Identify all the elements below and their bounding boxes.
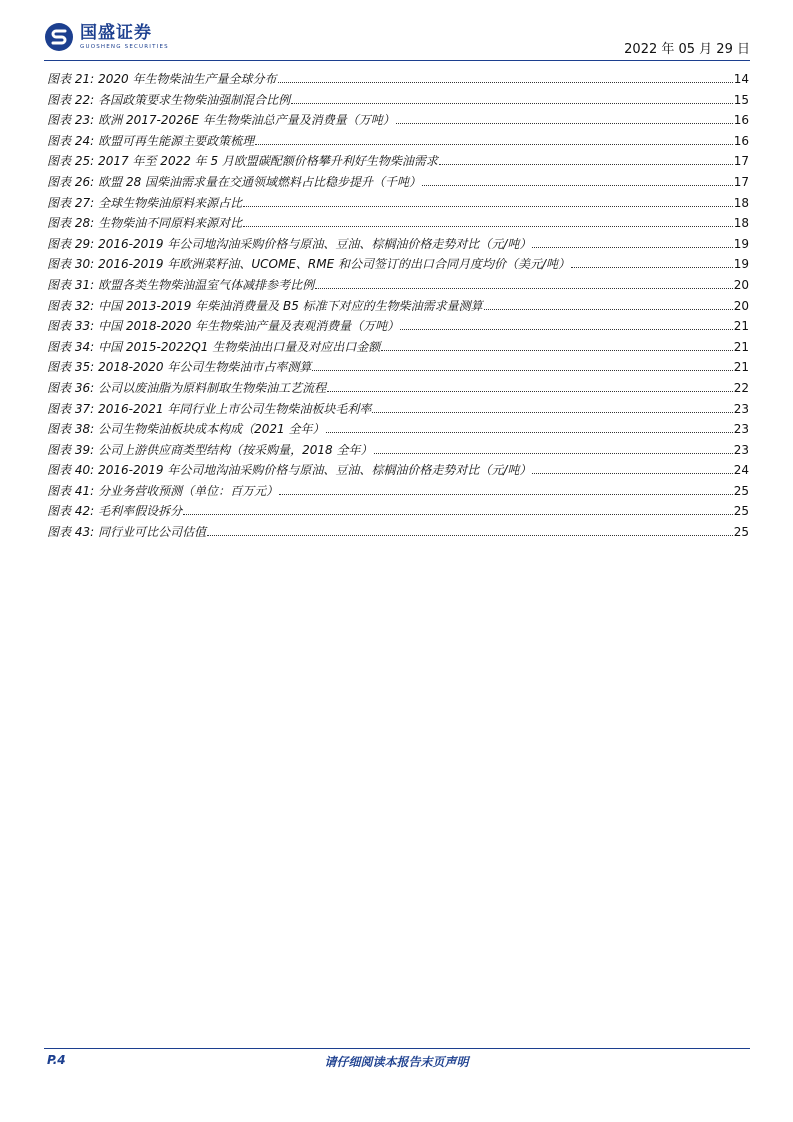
toc-entry-page: 23: [733, 422, 749, 437]
toc-entry[interactable]: [47, 152, 749, 173]
toc-entry[interactable]: [47, 523, 749, 544]
toc-entry-title: 2018-2020 年公司生物柴油市占率测算: [98, 360, 312, 375]
toc-entry[interactable]: [47, 338, 749, 359]
toc-entry-label: 图表 32:: [47, 298, 95, 313]
toc-entry[interactable]: [47, 111, 749, 132]
toc-entry-label: 图表 37:: [47, 401, 95, 416]
toc-entry[interactable]: [47, 502, 749, 523]
toc-entry-title: 欧盟各类生物柴油温室气体减排参考比例: [98, 277, 315, 292]
report-date: 2022 年 05 月 29 日: [624, 42, 750, 57]
toc-dot-leader: [312, 370, 732, 371]
toc-entry-title: 中国 2015-2022Q1 生物柴油出口量及对应出口金额: [98, 339, 381, 354]
toc-dot-leader: [315, 288, 733, 289]
toc-entry-title: 全球生物柴油原料来源占比: [98, 195, 243, 210]
toc-entry-label: 图表 25:: [47, 154, 95, 169]
toc-entry-title: 2016-2021 年同行业上市公司生物柴油板块毛利率: [98, 401, 372, 416]
toc-entry-label: 图表 26:: [47, 174, 95, 189]
toc-entry-page: 20: [733, 277, 749, 292]
toc-entry-page: 14: [733, 72, 749, 86]
toc-entry[interactable]: [47, 235, 749, 256]
toc-entry-label: 图表 39:: [47, 442, 95, 457]
toc-entry-title: 欧洲 2017-2026E 年生物柴油总产量及消费量（万吨）: [98, 113, 395, 128]
toc-entry-title: 各国政策要求生物柴油强制混合比例: [98, 92, 291, 107]
toc-entry-label: 图表 35:: [47, 360, 95, 375]
toc-entry-page: 15: [733, 92, 749, 107]
page-number: P.4: [47, 1053, 66, 1067]
footer-disclaimer: 请仔细阅读本报告末页声明: [324, 1055, 469, 1069]
toc-entry[interactable]: [47, 358, 749, 379]
toc-entry-label: 图表 22:: [47, 92, 95, 107]
toc-entry-title: 欧盟可再生能源主要政策梳理: [98, 133, 255, 148]
toc-dot-leader: [374, 453, 733, 454]
toc-entry-page: 25: [733, 525, 749, 540]
toc-entry[interactable]: [47, 70, 749, 91]
toc-entry[interactable]: [47, 194, 749, 215]
toc-dot-leader: [255, 144, 733, 145]
toc-entry-title: 2016-2019 年公司地沟油采购价格与原油、豆油、棕榈油价格走势对比（元/吨）: [98, 236, 532, 251]
toc-entry-title: 2017 年至 2022 年 5 月欧盟碳配额价格攀升利好生物柴油需求: [98, 154, 438, 169]
toc-dot-leader: [532, 247, 732, 248]
toc-dot-leader: [422, 185, 733, 186]
toc-dot-leader: [207, 535, 733, 536]
toc-entry-page: 25: [733, 504, 749, 519]
toc-entry-label: 图表 24:: [47, 133, 95, 148]
page-header: [44, 22, 750, 58]
toc-entry[interactable]: [47, 441, 749, 462]
toc-entry-title: 2020 年生物柴油生产量全球分布: [98, 72, 277, 86]
toc-entry-label: 图表 38:: [47, 422, 95, 437]
toc-entry-page: 21: [733, 319, 749, 334]
toc-entry[interactable]: [47, 297, 749, 318]
toc-entry-label: 图表 33:: [47, 319, 95, 334]
toc-entry-label: 图表 23:: [47, 113, 95, 128]
toc-entry[interactable]: [47, 255, 749, 276]
toc-entry-page: 23: [733, 401, 749, 416]
toc-dot-leader: [327, 391, 733, 392]
toc-entry[interactable]: [47, 420, 749, 441]
toc-dot-leader: [484, 309, 733, 310]
toc-dot-leader: [396, 123, 733, 124]
brand-name-en: GUOSHENG SECURITIES: [80, 43, 169, 50]
toc-entry-title: 公司以废油脂为原料制取生物柴油工艺流程: [98, 380, 327, 395]
toc-entry-page: 19: [733, 257, 749, 272]
toc-entry-label: 图表 42:: [47, 504, 95, 519]
toc-entry[interactable]: [47, 173, 749, 194]
toc-entry-page: 19: [733, 236, 749, 251]
figure-table-of-contents: [47, 70, 749, 544]
toc-entry-page: 20: [733, 298, 749, 313]
toc-entry-title: 2016-2019 年公司地沟油采购价格与原油、豆油、棕榈油价格走势对比（元/吨）: [98, 463, 532, 478]
header-divider: [44, 60, 750, 61]
guosheng-logo-icon: [44, 22, 74, 52]
toc-entry-title: 同行业可比公司估值: [98, 525, 207, 540]
toc-entry-label: 图表 34:: [47, 339, 95, 354]
toc-entry[interactable]: [47, 276, 749, 297]
toc-entry-label: 图表 36:: [47, 380, 95, 395]
toc-entry-page: 17: [733, 154, 749, 169]
toc-entry-title: 公司生物柴油板块成本构成（2021 全年）: [98, 422, 325, 437]
toc-entry-title: 欧盟 28 国柴油需求量在交通领域燃料占比稳步提升（千吨）: [98, 174, 422, 189]
toc-entry-label: 图表 30:: [47, 257, 95, 272]
toc-dot-leader: [571, 267, 733, 268]
toc-dot-leader: [279, 494, 733, 495]
toc-entry-label: 图表 27:: [47, 195, 95, 210]
toc-entry-label: 图表 21:: [47, 72, 95, 86]
toc-entry-page: 21: [733, 339, 749, 354]
toc-entry-page: 25: [733, 483, 749, 498]
toc-entry-label: 图表 29:: [47, 236, 95, 251]
brand-name-cn: 国盛证券: [80, 22, 152, 43]
toc-entry-title: 毛利率假设拆分: [98, 504, 183, 519]
toc-dot-leader: [183, 514, 733, 515]
toc-entry-label: 图表 31:: [47, 277, 95, 292]
toc-dot-leader: [278, 82, 733, 83]
toc-dot-leader: [372, 412, 732, 413]
toc-entry-page: 18: [733, 216, 749, 231]
toc-entry[interactable]: [47, 132, 749, 153]
toc-dot-leader: [326, 432, 733, 433]
brand-logo: [44, 22, 169, 52]
footer-divider: [44, 1048, 750, 1049]
toc-entry-title: 公司上游供应商类型结构（按采购量，2018 全年）: [98, 442, 373, 457]
toc-entry-title: 中国 2018-2020 年生物柴油产量及表观消费量（万吨）: [98, 319, 400, 334]
toc-dot-leader: [381, 350, 732, 351]
toc-entry-page: 18: [733, 195, 749, 210]
toc-entry-title: 生物柴油不同原料来源对比: [98, 216, 243, 231]
toc-entry-page: 16: [733, 113, 749, 128]
toc-entry-title: 中国 2013-2019 年柴油消费量及 B5 标准下对应的生物柴油需求量测算: [98, 298, 483, 313]
toc-dot-leader: [400, 329, 733, 330]
toc-entry-page: 17: [733, 174, 749, 189]
toc-entry-label: 图表 43:: [47, 525, 95, 540]
toc-entry-label: 图表 40:: [47, 463, 95, 478]
toc-entry[interactable]: [47, 91, 749, 112]
toc-entry-title: 2016-2019 年欧洲菜籽油、UCOME、RME 和公司签订的出口合同月度均价（美元/吨）: [98, 257, 571, 272]
toc-dot-leader: [243, 226, 733, 227]
toc-dot-leader: [291, 103, 733, 104]
toc-dot-leader: [243, 206, 733, 207]
toc-entry[interactable]: [47, 400, 749, 421]
toc-entry-page: 21: [733, 360, 749, 375]
toc-entry-label: 图表 28:: [47, 216, 95, 231]
toc-entry[interactable]: [47, 461, 749, 482]
toc-entry[interactable]: [47, 214, 749, 235]
toc-entry-label: 图表 41:: [47, 483, 95, 498]
toc-entry-page: 23: [733, 442, 749, 457]
toc-dot-leader: [532, 473, 732, 474]
toc-entry[interactable]: [47, 379, 749, 400]
toc-entry-page: 24: [733, 463, 749, 478]
toc-entry-page: 22: [733, 380, 749, 395]
toc-entry-title: 分业务营收预测（单位：百万元）: [98, 483, 279, 498]
toc-entry-page: 16: [733, 133, 749, 148]
toc-entry[interactable]: [47, 482, 749, 503]
toc-dot-leader: [439, 164, 733, 165]
toc-entry[interactable]: [47, 317, 749, 338]
